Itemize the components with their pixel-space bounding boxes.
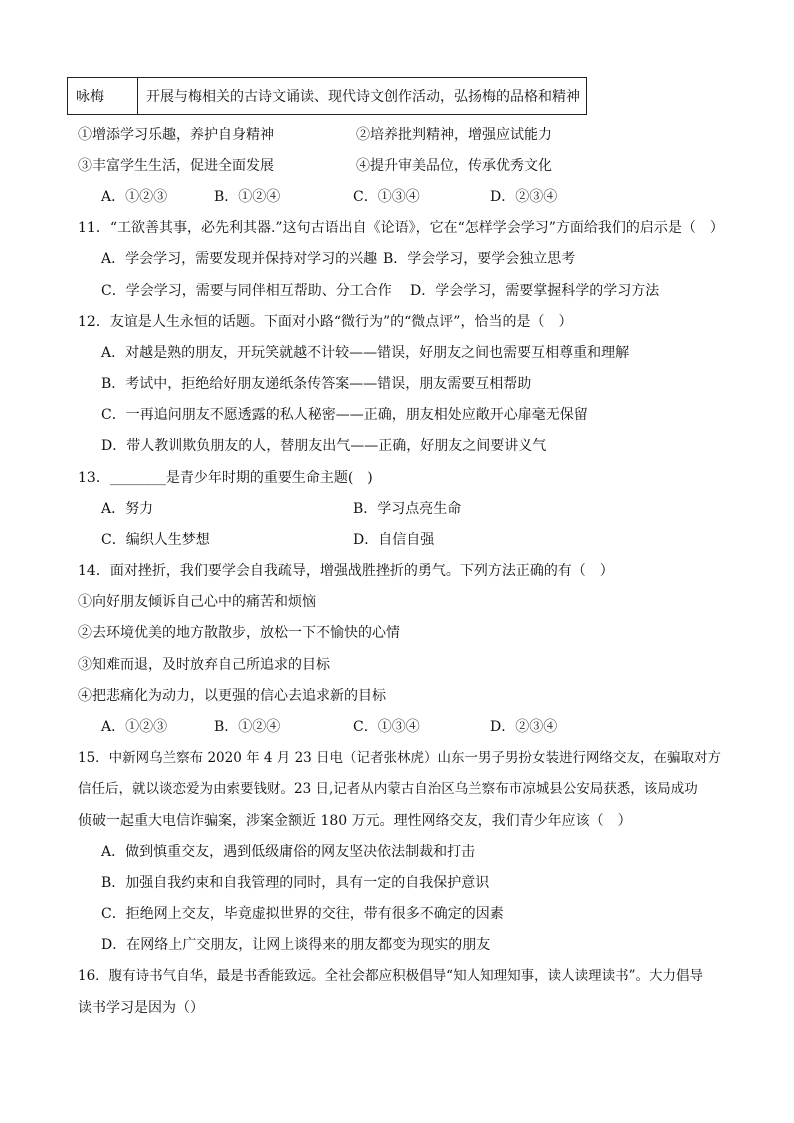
q14-statement-1: ①向好朋友倾诉自己心中的痛苦和烦恼 — [78, 594, 316, 610]
q10-statement-3: ③丰富学生生活，促进全面发展 — [78, 158, 274, 174]
q10-option-a: A．①②③ — [101, 189, 168, 205]
q11-stem: 11．“工欲善其事，必先利其器.”这句古语出自《论语》，它在“怎样学会学习”方面给我们的启示是（ ） — [78, 220, 724, 236]
q13-option-a: A．努力 — [101, 501, 154, 517]
q15-stem-line-1: 15．中新网乌兰察布 2020 年 4 月 23 日电（记者张林虎）山东一男子男扮女装进行网络交友，在骗取对方 — [78, 750, 722, 766]
q11-option-a: A．学会学习，需要发现并保持对学习的兴趣 — [101, 251, 378, 267]
q12-option-a: A．对越是熟的朋友，开玩笑就越不计较——错误，好朋友之间也需要互相尊重和理解 — [101, 345, 630, 361]
activity-table — [67, 77, 587, 115]
q15-option-c: C．拒绝网上交友，毕竟虚拟世界的交往，带有很多不确定的因素 — [101, 906, 504, 922]
q10-option-d: D．②③④ — [490, 189, 558, 205]
q15-stem-line-2: 信任后，就以谈恋爱为由索要钱财。23 日,记者从内蒙古自治区乌兰察布市凉城县公安局获悉，该局成功 — [78, 781, 698, 797]
q10-option-c: C．①③④ — [353, 189, 420, 205]
q15-option-d: D．在网络上广交朋友，让网上谈得来的朋友都变为现实的朋友 — [101, 937, 491, 953]
q13-option-c: C．编织人生梦想 — [101, 532, 210, 548]
q12-option-b: B．考试中，拒绝给好朋友递纸条传答案——错误，朋友需要互相帮助 — [101, 376, 532, 392]
q15-option-a: A．做到慎重交友，遇到低级庸俗的网友坚决依法制裁和打击 — [101, 844, 476, 860]
q10-option-b: B．①②④ — [214, 189, 281, 205]
q10-statement-4: ④提升审美品位，传承优秀文化 — [356, 158, 552, 174]
q11-option-b: B．学会学习，要学会独立思考 — [383, 251, 576, 267]
q11-option-c: C．学会学习，需要与同伴相互帮助、分工合作 — [101, 283, 392, 299]
q15-option-b: B．加强自我约束和自我管理的同时，具有一定的自我保护意识 — [101, 875, 490, 891]
q14-option-d: D．②③④ — [490, 719, 558, 735]
q11-option-d: D．学会学习，需要掌握科学的学习方法 — [410, 283, 660, 299]
q13-option-b: B．学习点亮生命 — [353, 501, 462, 517]
q12-option-c: C．一再追问朋友不愿透露的私人秘密——正确，朋友相处应敞开心扉毫无保留 — [101, 407, 588, 423]
table-cell-activity: 咏梅 — [68, 78, 138, 114]
q14-statement-4: ④把悲痛化为动力，以更强的信心去追求新的目标 — [78, 688, 386, 704]
q14-option-c: C．①③④ — [353, 719, 420, 735]
q14-statement-3: ③知难而退，及时放弃自己所追求的目标 — [78, 657, 330, 673]
table-cell-description: 开展与梅相关的古诗文诵读、现代诗文创作活动，弘扬梅的品格和精神 — [146, 89, 580, 105]
q10-statement-2: ②培养批判精神，增强应试能力 — [356, 127, 552, 143]
q14-option-b: B．①②④ — [214, 719, 281, 735]
q15-stem-line-3: 侦破一起重大电信诈骗案，涉案金额近 180 万元。理性网络交友，我们青少年应该（ ） — [78, 813, 632, 829]
q16-stem-line-2: 读书学习是因为（） — [78, 1000, 204, 1016]
q14-statement-2: ②去环境优美的地方散散步，放松一下不愉快的心情 — [78, 625, 400, 641]
q13-stem: 13．________是青少年时期的重要生命主题( ) — [78, 470, 373, 486]
q16-stem-line-1: 16．腹有诗书气自华，最是书香能致远。全社会都应积极倡导“知人知理知事，读人读理读书”。大力倡导 — [78, 968, 703, 984]
q14-stem: 14．面对挫折，我们要学会自我疏导，增强战胜挫折的勇气。下列方法正确的有（ ） — [78, 563, 614, 579]
q13-option-d: D．自信自强 — [353, 532, 435, 548]
q14-option-a: A．①②③ — [101, 719, 168, 735]
q12-option-d: D．带人教训欺负朋友的人，替朋友出气——正确，好朋友之间要讲义气 — [101, 438, 547, 454]
q12-stem: 12．友谊是人生永恒的话题。下面对小路“微行为”的“微点评”，恰当的是（ ） — [78, 314, 573, 330]
q10-statement-1: ①增添学习乐趣，养护自身精神 — [78, 127, 274, 143]
